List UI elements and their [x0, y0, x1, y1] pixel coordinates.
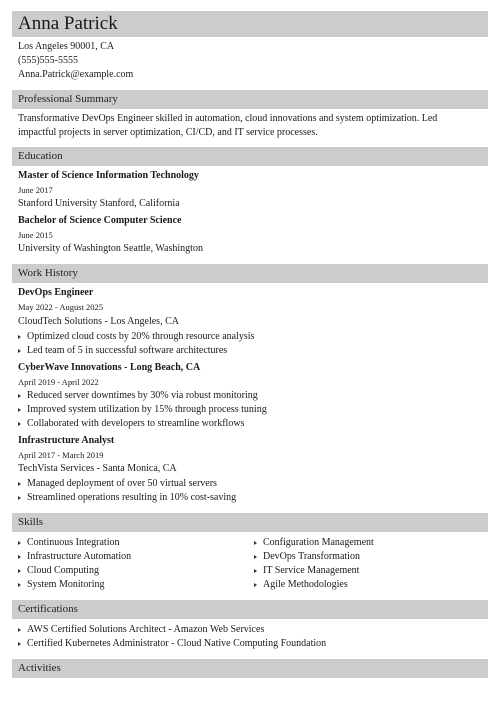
- certification-item: AWS Certified Solutions Architect - Amazon Web Services: [18, 623, 264, 637]
- summary-text: Transformative DevOps Engineer skilled in automation, cloud innovations and system optimization. Led impactful projects in server optimization, CI/CD, and IT service processes.: [18, 113, 438, 138]
- job-company: CloudTech Solutions - Los Angeles, CA: [18, 316, 179, 327]
- certification-item: Certified Kubernetes Administrator - Cloud Native Computing Foundation: [18, 637, 326, 651]
- skill-item: System Monitoring: [18, 578, 105, 592]
- name-header: [12, 11, 488, 37]
- education-school: Stanford University Stanford, California: [18, 198, 180, 209]
- job-bullet: Reduced server downtimes by 30% via robust monitoring: [18, 389, 258, 403]
- job-title: CyberWave Innovations - Long Beach, CA: [18, 362, 201, 373]
- education-school: University of Washington Seattle, Washington: [18, 243, 203, 254]
- job-bullet: Improved system utilization by 15% through process tuning: [18, 403, 267, 417]
- job-bullet: Managed deployment of over 50 virtual servers: [18, 477, 217, 491]
- activities-heading: [12, 659, 488, 678]
- education-heading: [12, 147, 488, 166]
- summary-heading-text: Professional Summary: [18, 93, 118, 105]
- skills-heading: [12, 513, 488, 532]
- education-degree: Master of Science Information Technology: [18, 170, 199, 181]
- job-dates: May 2022 - August 2025: [18, 302, 103, 312]
- contact-email: Anna.Patrick@example.com: [18, 69, 134, 80]
- work-heading-text: Work History: [18, 267, 78, 279]
- job-dates: April 2017 - March 2019: [18, 450, 104, 460]
- job-bullet: Led team of 5 in successful software architectures: [18, 344, 227, 358]
- job-bullet: Streamlined operations resulting in 10% cost-saving: [18, 491, 236, 505]
- job-title: DevOps Engineer: [18, 287, 94, 298]
- contact-phone: (555)555-5555: [18, 55, 78, 66]
- skill-item: Infrastructure Automation: [18, 550, 131, 564]
- job-title: Infrastructure Analyst: [18, 435, 115, 446]
- job-bullet: Collaborated with developers to streamline workflows: [18, 417, 244, 431]
- skills-heading-text: Skills: [18, 516, 44, 528]
- education-date: June 2017: [18, 185, 53, 195]
- certifications-heading: [12, 600, 488, 619]
- education-degree: Bachelor of Science Computer Science: [18, 215, 182, 226]
- summary-heading: [12, 90, 488, 109]
- skill-item: Agile Methodologies: [254, 578, 348, 592]
- skill-item: Continuous Integration: [18, 536, 120, 550]
- education-heading-text: Education: [18, 150, 63, 162]
- work-heading: [12, 264, 488, 283]
- job-company: TechVista Services - Santa Monica, CA: [18, 463, 177, 474]
- job-bullet: Optimized cloud costs by 20% through resource analysis: [18, 330, 254, 344]
- certifications-heading-text: Certifications: [18, 603, 78, 615]
- activities-heading-text: Activities: [18, 662, 61, 674]
- education-date: June 2015: [18, 230, 53, 240]
- job-dates: April 2019 - April 2022: [18, 377, 99, 387]
- skill-item: Cloud Computing: [18, 564, 99, 578]
- candidate-name: Anna Patrick: [18, 13, 118, 34]
- contact-address: Los Angeles 90001, CA: [18, 41, 115, 52]
- skill-item: IT Service Management: [254, 564, 359, 578]
- skill-item: DevOps Transformation: [254, 550, 360, 564]
- skill-item: Configuration Management: [254, 536, 374, 550]
